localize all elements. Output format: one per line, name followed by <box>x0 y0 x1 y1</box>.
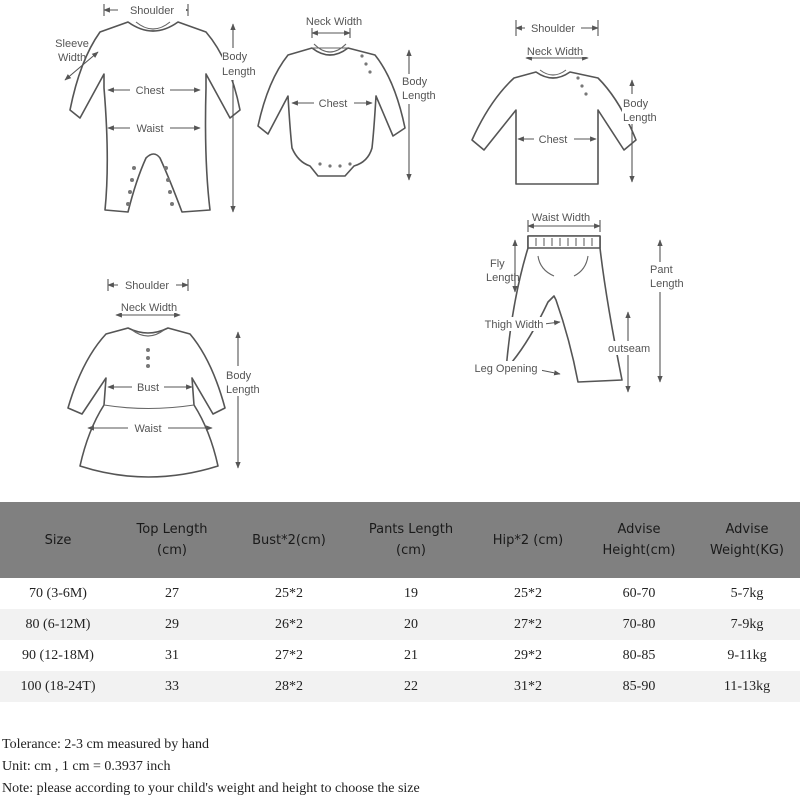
fly-length-label-2: Length <box>486 272 520 284</box>
size-choice-note: Note: please according to your child's weight and height to choose the size <box>2 781 420 796</box>
cell-hip: 27*2 <box>514 616 542 632</box>
pants-diagram <box>470 212 688 392</box>
unit-note: Unit: cm , 1 cm = 0.3937 inch <box>2 759 171 774</box>
cell-advise-height: 60-70 <box>622 585 656 601</box>
cell-pants-length: 22 <box>404 678 418 694</box>
size-notes <box>2 734 792 800</box>
romper-diagram <box>55 3 255 212</box>
body-length-label-1: Body <box>226 370 252 382</box>
cell-top-length: 31 <box>165 647 179 663</box>
neck-width-label: Neck Width <box>305 16 363 28</box>
pant-length-label-1: Pant <box>650 264 673 276</box>
header-advise-height: Advise Height(cm) <box>602 522 676 558</box>
thigh-width-label: Thigh Width <box>484 319 544 331</box>
header-top-length: Top Length (cm) <box>136 522 208 558</box>
shoulder-label: Shoulder <box>129 5 175 17</box>
body-length-label-1: Body <box>402 76 428 88</box>
header-size: Size <box>44 532 72 548</box>
cell-bust: 27*2 <box>275 647 303 663</box>
table-header-row <box>0 502 800 578</box>
waist-label: Waist <box>134 423 162 435</box>
cell-hip: 25*2 <box>514 585 542 601</box>
neck-width-label: Neck Width <box>120 302 178 314</box>
body-length-label-1: Body <box>623 98 649 110</box>
cell-top-length: 33 <box>165 678 179 694</box>
cell-advise-height: 85-90 <box>622 678 656 694</box>
cell-hip: 29*2 <box>514 647 542 663</box>
shoulder-label: Shoulder <box>530 23 576 35</box>
header-bust: Bust*2(cm) <box>252 532 326 548</box>
shoulder-label: Shoulder <box>124 280 170 292</box>
cell-advise-height: 70-80 <box>622 616 656 632</box>
chest-label: Chest <box>135 85 165 97</box>
header-hip: Hip*2 (cm) <box>492 532 564 548</box>
neck-width-label: Neck Width <box>526 46 584 58</box>
sleeve-width-label-1: Sleeve <box>55 38 89 50</box>
sleeve-width-label-2: Width <box>57 52 87 64</box>
cell-bust: 25*2 <box>275 585 303 601</box>
cell-top-length: 29 <box>165 616 179 632</box>
chest-label: Chest <box>318 98 348 110</box>
cell-bust: 26*2 <box>275 616 303 632</box>
top-diagram <box>472 20 658 184</box>
body-length-label-2: Length <box>226 384 260 396</box>
cell-hip: 31*2 <box>514 678 542 694</box>
cell-bust: 28*2 <box>275 678 303 694</box>
cell-advise-weight: 7-9kg <box>730 616 764 632</box>
dress-diagram <box>68 278 266 477</box>
cell-size: 90 (12-18M) <box>22 647 94 663</box>
body-length-label-2: Length <box>623 112 657 124</box>
table-row <box>0 609 800 640</box>
size-chart-table <box>0 502 800 702</box>
waist-label: Waist <box>136 123 164 135</box>
cell-size: 100 (18-24T) <box>20 678 96 694</box>
fly-length-label-1: Fly <box>490 258 505 270</box>
cell-size: 80 (6-12M) <box>25 616 91 632</box>
table-row <box>0 578 800 609</box>
body-length-label-2: Length <box>222 66 256 78</box>
body-length-label-1: Body <box>222 51 248 63</box>
table-row <box>0 640 800 671</box>
cell-pants-length: 19 <box>404 585 418 601</box>
cell-advise-weight: 9-11kg <box>727 647 767 663</box>
leg-opening-label: Leg Opening <box>474 363 538 375</box>
cell-size: 70 (3-6M) <box>29 585 87 601</box>
body-length-label-2: Length <box>402 90 436 102</box>
tolerance-note: Tolerance: 2-3 cm measured by hand <box>2 737 209 752</box>
bust-label: Bust <box>136 382 160 394</box>
table-row <box>0 671 800 702</box>
cell-pants-length: 20 <box>404 616 418 632</box>
cell-pants-length: 21 <box>404 647 418 663</box>
cell-top-length: 27 <box>165 585 179 601</box>
pant-length-label-2: Length <box>650 278 684 290</box>
outseam-label: outseam <box>608 343 651 355</box>
bodysuit-diagram <box>258 16 440 180</box>
header-advise-weight: Advise Weight(KG) <box>709 522 785 558</box>
cell-advise-height: 80-85 <box>622 647 656 663</box>
cell-advise-weight: 5-7kg <box>730 585 764 601</box>
header-pants-length: Pants Length (cm) <box>368 522 454 558</box>
waist-width-label: Waist Width <box>531 212 591 224</box>
chest-label: Chest <box>538 134 568 146</box>
cell-advise-weight: 11-13kg <box>723 678 771 694</box>
